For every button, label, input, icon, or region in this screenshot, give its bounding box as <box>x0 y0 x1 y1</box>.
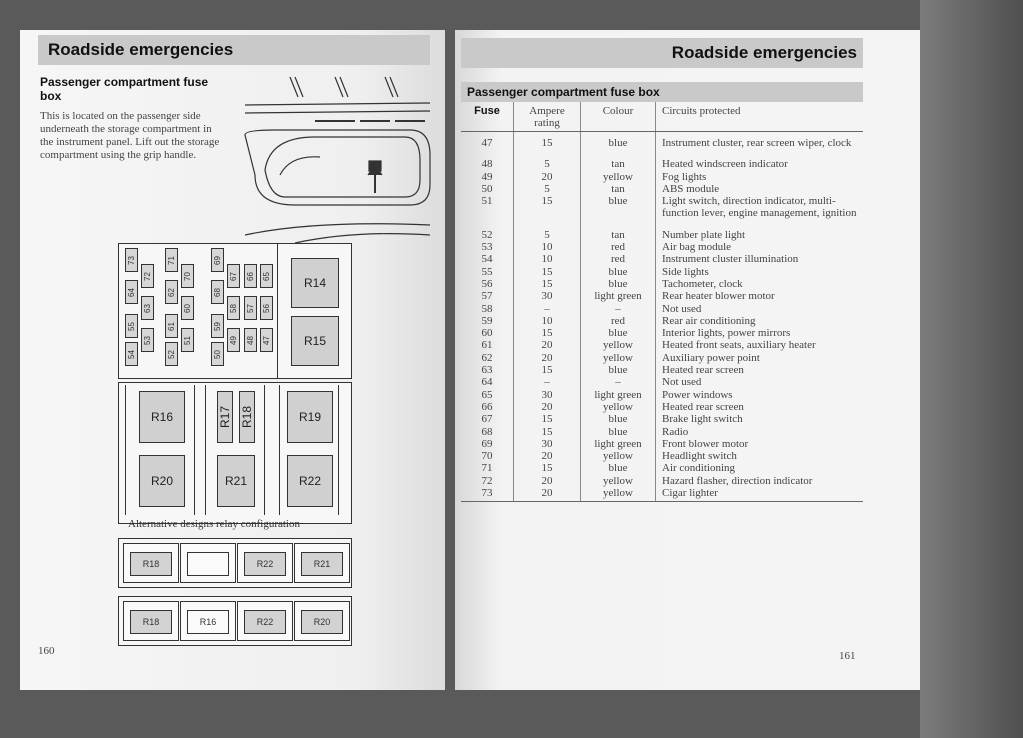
fuse-colour: yellow <box>581 401 656 413</box>
ampere-rating: – <box>514 376 581 388</box>
ampere-rating: 15 <box>514 364 581 376</box>
fuse-colour: yellow <box>581 352 656 364</box>
table-row <box>461 426 863 438</box>
fuse-slot <box>260 328 273 352</box>
fuse-slot <box>165 342 178 366</box>
circuits-protected: Heated rear screen <box>662 400 744 413</box>
circuits-protected: Hazard flasher, direction indicator <box>662 474 813 487</box>
fuse-number: 73 <box>461 487 514 502</box>
fuse-table-title: Passenger compartment fuse box <box>461 82 863 102</box>
circuits-protected: Front blower motor <box>662 437 749 450</box>
ampere-rating: 5 <box>514 183 581 195</box>
fuse-box-diagram <box>118 243 352 379</box>
table-row <box>461 266 863 278</box>
table-row <box>461 195 863 220</box>
right-page <box>455 30 920 690</box>
circuits-protected: Air conditioning <box>662 462 736 475</box>
fuse-slot <box>211 248 224 272</box>
alt-relay-slot <box>180 601 236 641</box>
fuse-colour: blue <box>581 364 656 376</box>
fuse-number: 60 <box>461 327 514 339</box>
ampere-rating: 20 <box>514 171 581 183</box>
fuse-colour: yellow <box>581 339 656 351</box>
fuse-slot <box>211 342 224 366</box>
ampere-rating: 20 <box>514 401 581 413</box>
right-page-header: Roadside emergencies <box>461 38 863 68</box>
alt-relay-slot <box>123 601 179 641</box>
alt-relay-slot <box>237 601 293 641</box>
relay-r19 <box>287 391 333 443</box>
table-row <box>461 376 863 388</box>
fuse-colour: blue <box>581 462 656 474</box>
ampere-rating: 30 <box>514 290 581 302</box>
relay-r21: R21 <box>301 552 343 576</box>
table-row <box>461 303 863 315</box>
fuse-label: 61 <box>167 321 176 331</box>
circuits-protected: Brake light switch <box>662 413 743 426</box>
table-row <box>461 401 863 413</box>
fuse-slot <box>211 280 224 304</box>
table-row <box>461 487 863 502</box>
fuse-slot <box>125 342 138 366</box>
left-page-header: Roadside emergencies <box>38 35 430 65</box>
fuse-number: 58 <box>461 303 514 315</box>
fuse-number: 65 <box>461 389 514 401</box>
instruction-paragraph: This is located on the passenger side underneath the storage compartment in the instrument panel. Lift out the storage compartment using the grip handle. <box>40 110 220 161</box>
relay-r17 <box>217 391 233 443</box>
fuse-label: 53 <box>143 335 152 345</box>
table-row <box>461 241 863 253</box>
ampere-rating: 20 <box>514 487 581 502</box>
table-row <box>461 278 863 290</box>
circuits-protected: Number plate light <box>662 228 746 241</box>
relay-r16 <box>139 391 185 443</box>
relay-label: R18 <box>240 405 255 429</box>
fuse-number: 69 <box>461 438 514 450</box>
relay-label: R22 <box>298 474 321 488</box>
ampere-rating: 15 <box>514 278 581 290</box>
relay-label: R19 <box>298 410 321 424</box>
column-header-circuits: Circuits protected <box>656 102 864 132</box>
relay-r15: R15 <box>291 316 339 366</box>
fuse-slot <box>141 264 154 288</box>
fuse-slot <box>181 264 194 288</box>
fuse-slot <box>260 264 273 288</box>
fuse-colour: blue <box>581 426 656 438</box>
circuits-protected: Rear air conditioning <box>662 314 756 327</box>
ampere-rating: 30 <box>514 438 581 450</box>
ampere-rating: 10 <box>514 253 581 265</box>
fuse-slot <box>165 314 178 338</box>
fuse-label: 70 <box>183 271 192 281</box>
table-row <box>461 475 863 487</box>
alt-relay-slot <box>180 543 236 583</box>
relay-r18 <box>239 391 255 443</box>
table-row <box>461 183 863 195</box>
fuse-colour: – <box>581 376 656 388</box>
fuse-slot <box>227 264 240 288</box>
relay-r18: R18 <box>130 610 172 634</box>
circuits-protected: Cigar lighter <box>656 487 864 502</box>
fuse-slot <box>260 296 273 320</box>
fuse-number: 50 <box>461 183 514 195</box>
left-page <box>20 30 445 690</box>
fuse-number: 61 <box>461 339 514 351</box>
fuse-slot <box>125 280 138 304</box>
table-row <box>461 462 863 474</box>
fuse-number: 51 <box>461 195 514 220</box>
circuits-protected: Power windows <box>662 388 733 401</box>
fuse-label: 73 <box>127 255 136 265</box>
fuse-label: 58 <box>229 303 238 313</box>
fuse-colour: red <box>581 315 656 327</box>
fuse-number: 52 <box>461 220 514 241</box>
fuse-colour: blue <box>581 195 656 220</box>
fuse-slot <box>211 314 224 338</box>
fuse-label: 71 <box>167 255 176 265</box>
fuse-number: 49 <box>461 171 514 183</box>
table-row <box>461 450 863 462</box>
fuse-number: 63 <box>461 364 514 376</box>
circuits-protected: Air bag module <box>662 241 732 254</box>
fuse-number: 70 <box>461 450 514 462</box>
fuse-colour: blue <box>581 132 656 150</box>
alt-relay-slot <box>294 601 350 641</box>
fuse-number: 62 <box>461 352 514 364</box>
fuse-colour: – <box>581 303 656 315</box>
section-subheading: Passenger compartment fuse box <box>40 75 209 103</box>
ampere-rating: 30 <box>514 389 581 401</box>
table-row <box>461 315 863 327</box>
circuits-protected: Not used <box>662 302 702 315</box>
background-edge <box>920 0 1023 738</box>
fuse-label: 68 <box>213 287 222 297</box>
fuse-number: 72 <box>461 475 514 487</box>
ampere-rating: 15 <box>514 195 581 220</box>
relay-label: R20 <box>150 474 173 488</box>
fuse-slot <box>244 328 257 352</box>
fuse-label: 54 <box>127 349 136 359</box>
fuse-colour: light green <box>581 389 656 401</box>
fuse-slot <box>165 280 178 304</box>
fuse-colour: red <box>581 253 656 265</box>
circuits-protected: Heated front seats, auxiliary heater <box>662 339 816 352</box>
ampere-rating: 5 <box>514 220 581 241</box>
table-row <box>461 438 863 450</box>
fuse-label: 50 <box>213 349 222 359</box>
alt-relay-slot <box>237 543 293 583</box>
alt-relay-row-2 <box>118 596 352 646</box>
ampere-rating: 15 <box>514 132 581 150</box>
relay-r16: R16 <box>187 610 229 634</box>
circuits-protected: Interior lights, power mirrors <box>662 327 791 340</box>
fuse-slot <box>125 248 138 272</box>
fuse-colour: yellow <box>581 171 656 183</box>
fuse-colour: blue <box>581 413 656 425</box>
relay-r20 <box>139 455 185 507</box>
ampere-rating: 10 <box>514 315 581 327</box>
fuse-number: 54 <box>461 253 514 265</box>
fuse-label: 62 <box>167 287 176 297</box>
alt-relay-slot <box>123 543 179 583</box>
table-row <box>461 171 863 183</box>
column-header-colour: Colour <box>581 102 656 132</box>
fuse-number: 57 <box>461 290 514 302</box>
relay-r22: R22 <box>244 610 286 634</box>
fuse-number: 55 <box>461 266 514 278</box>
alternative-designs-caption: Alternative designs relay configuration <box>128 518 300 530</box>
ampere-rating: 20 <box>514 352 581 364</box>
fuse-colour: light green <box>581 438 656 450</box>
fuse-colour: red <box>581 241 656 253</box>
fuse-label: 47 <box>262 335 271 345</box>
fuse-label: 51 <box>183 335 192 345</box>
table-row <box>461 220 863 241</box>
table-row <box>461 290 863 302</box>
fuse-number: 64 <box>461 376 514 388</box>
fuse-colour: yellow <box>581 475 656 487</box>
fuse-colour: tan <box>581 183 656 195</box>
circuits-protected: Tachometer, clock <box>662 277 743 290</box>
fuse-number: 53 <box>461 241 514 253</box>
fuse-label: 63 <box>143 303 152 313</box>
storage-compartment-illustration <box>235 75 435 245</box>
ampere-rating: – <box>514 303 581 315</box>
ampere-rating: 15 <box>514 266 581 278</box>
fuse-slot <box>181 328 194 352</box>
relay-label: R16 <box>150 410 173 424</box>
relay-label: R21 <box>224 474 247 488</box>
table-row <box>461 327 863 339</box>
fuse-slot <box>125 314 138 338</box>
circuits-protected: Not used <box>662 376 702 389</box>
relay-r21 <box>217 455 255 507</box>
ampere-rating: 15 <box>514 462 581 474</box>
fuse-label: 72 <box>143 271 152 281</box>
fuse-colour: tan <box>581 220 656 241</box>
fuse-number: 48 <box>461 149 514 170</box>
circuits-protected: Heated windscreen indicator <box>662 158 788 171</box>
fuse-box-divider <box>277 244 278 378</box>
fuse-label: 59 <box>213 321 222 331</box>
circuits-protected: Radio <box>662 425 689 438</box>
fuse-number: 67 <box>461 413 514 425</box>
table-row <box>461 339 863 351</box>
fuse-label: 56 <box>262 303 271 313</box>
fuse-slot <box>165 248 178 272</box>
table-row <box>461 253 863 265</box>
fuse-table-header-row <box>461 102 863 132</box>
fuse-slot <box>244 264 257 288</box>
fuse-colour: yellow <box>581 450 656 462</box>
table-row <box>461 352 863 364</box>
circuits-protected: Instrument cluster, rear screen wiper, clock <box>662 137 852 149</box>
fuse-number: 47 <box>461 132 514 150</box>
relay-r22: R22 <box>244 552 286 576</box>
fuse-label: 69 <box>213 255 222 265</box>
table-row <box>461 413 863 425</box>
relay-r20: R20 <box>301 610 343 634</box>
ampere-rating: 15 <box>514 426 581 438</box>
empty-relay-slot <box>187 552 229 576</box>
ampere-rating: 5 <box>514 149 581 170</box>
table-row <box>461 149 863 170</box>
fuse-slot <box>181 296 194 320</box>
fuse-label: 49 <box>229 335 238 345</box>
fuse-label: 66 <box>246 271 255 281</box>
fuse-colour: light green <box>581 290 656 302</box>
fuse-colour: blue <box>581 266 656 278</box>
relay-box-diagram <box>118 382 352 524</box>
alt-relay-row-1 <box>118 538 352 588</box>
ampere-rating: 15 <box>514 413 581 425</box>
circuits-protected: Fog lights <box>662 170 707 183</box>
fuse-label: 48 <box>246 335 255 345</box>
column-header-fuse: Fuse <box>461 102 514 132</box>
circuits-protected: Auxiliary power point <box>662 351 760 364</box>
relay-label: R17 <box>218 405 233 429</box>
ampere-rating: 20 <box>514 450 581 462</box>
alt-relay-slot <box>294 543 350 583</box>
fuse-label: 65 <box>262 271 271 281</box>
table-row <box>461 132 863 150</box>
fuse-number: 71 <box>461 462 514 474</box>
circuits-protected: Side lights <box>662 265 709 278</box>
ampere-rating: 20 <box>514 339 581 351</box>
fuse-slot <box>227 296 240 320</box>
fuse-slot <box>141 296 154 320</box>
fuse-number: 56 <box>461 278 514 290</box>
fuse-label: 57 <box>246 303 255 313</box>
column-header-ampere: Ampere rating <box>514 102 581 132</box>
fuse-label: 60 <box>183 303 192 313</box>
fuse-label: 52 <box>167 349 176 359</box>
fuse-table <box>461 82 863 502</box>
fuse-label: 55 <box>127 321 136 331</box>
circuits-protected: Headlight switch <box>662 450 737 463</box>
ampere-rating: 20 <box>514 475 581 487</box>
circuits-protected: Rear heater blower motor <box>662 290 775 303</box>
table-row <box>461 364 863 376</box>
circuits-protected: Heated rear screen <box>662 364 744 377</box>
circuits-protected: ABS module <box>662 182 720 195</box>
ampere-rating: 10 <box>514 241 581 253</box>
ampere-rating: 15 <box>514 327 581 339</box>
relay-r14: R14 <box>291 258 339 308</box>
fuse-number: 59 <box>461 315 514 327</box>
fuse-colour: blue <box>581 278 656 290</box>
relay-r18: R18 <box>130 552 172 576</box>
circuits-protected: Instrument cluster illumination <box>662 253 799 266</box>
fuse-colour: tan <box>581 149 656 170</box>
fuse-number: 68 <box>461 426 514 438</box>
fuse-slot <box>227 328 240 352</box>
fuse-label: 64 <box>127 287 136 297</box>
table-row <box>461 389 863 401</box>
fuse-number: 66 <box>461 401 514 413</box>
relay-r22 <box>287 455 333 507</box>
fuse-colour: yellow <box>581 487 656 502</box>
page-number-left: 160 <box>38 645 55 657</box>
fuse-colour: blue <box>581 327 656 339</box>
page-number-right: 161 <box>839 650 856 662</box>
fuse-slot <box>244 296 257 320</box>
fuse-label: 67 <box>229 271 238 281</box>
circuits-protected: Light switch, direction indicator, multi-function lever, engine management, ignition <box>662 195 857 220</box>
fuse-slot <box>141 328 154 352</box>
